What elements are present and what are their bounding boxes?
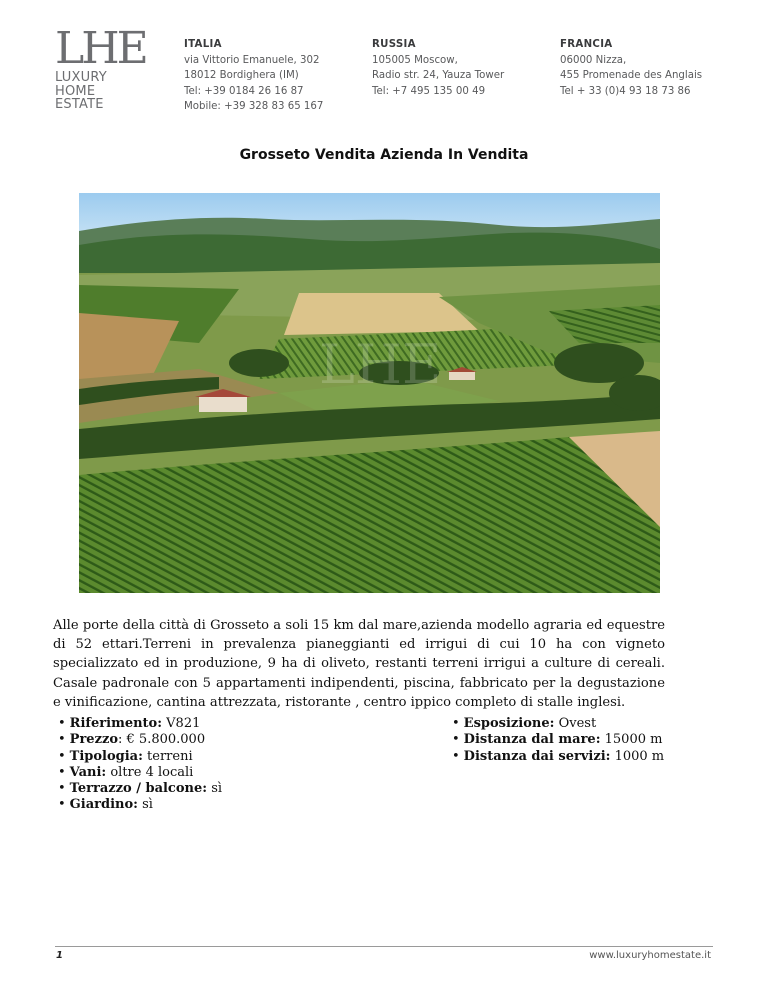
footer-divider bbox=[55, 946, 713, 947]
office-phone: Tel + 33 (0)4 93 18 73 86 bbox=[560, 85, 691, 97]
feature-item bbox=[58, 781, 222, 797]
office-country: RUSSIA bbox=[372, 39, 416, 50]
feature-value: V821 bbox=[166, 716, 201, 731]
feature-item bbox=[452, 749, 664, 765]
page-number: 1 bbox=[56, 950, 63, 961]
feature-label: Prezzo bbox=[69, 732, 119, 748]
feature-label: Terrazzo / balcone: bbox=[69, 781, 208, 797]
feature-item bbox=[58, 732, 222, 748]
features-list-right bbox=[452, 716, 664, 765]
feature-label: Distanza dai servizi: bbox=[463, 748, 611, 764]
office-address-line: 18012 Bordighera (IM) bbox=[184, 70, 299, 82]
office-russia bbox=[372, 37, 504, 99]
feature-value: sì bbox=[142, 797, 153, 813]
photo-watermark: LHE bbox=[319, 333, 442, 396]
office-address-line: via Vittorio Emanuele, 302 bbox=[184, 54, 320, 66]
office-country: ITALIA bbox=[184, 39, 222, 50]
property-photo bbox=[79, 193, 660, 593]
logo-mark: LHE bbox=[55, 23, 146, 74]
listing-description: Alle porte della città di Grosseto a soli 15 km dal mare,azienda modello agraria ed equestre di 52 ettari.Terreni in prevalenza pianeggianti ed irrigui di cui 10 ha con vigneto specializzato ed in produzione, 9 ha di oliveto, restanti terreni irrigui a culture di cereali. Casale padronale con 5 appartamenti indipendenti, piscina, fabbricato per la degustazione e vinificazione, cantina attrezzata, ristorante , centro ippico completo di stalle inglesi. bbox=[53, 618, 665, 710]
feature-label: Vani: bbox=[69, 764, 107, 780]
logo-line-home: HOME bbox=[55, 83, 96, 99]
office-italia bbox=[184, 37, 323, 115]
feature-value: sì bbox=[211, 781, 223, 797]
brand-logo bbox=[55, 23, 146, 117]
website-link[interactable]: www.luxuryhomestate.it bbox=[589, 950, 711, 961]
feature-label: Riferimento: bbox=[69, 716, 163, 731]
office-francia bbox=[560, 37, 702, 99]
feature-label: Esposizione: bbox=[463, 716, 555, 731]
feature-item bbox=[58, 749, 222, 765]
feature-value: 1000 m bbox=[614, 748, 665, 764]
feature-value: oltre 4 locali bbox=[110, 764, 194, 780]
feature-item bbox=[58, 797, 222, 813]
feature-value: terreni bbox=[147, 748, 193, 764]
feature-item bbox=[452, 732, 664, 748]
feature-value: : € 5.800.000 bbox=[118, 732, 206, 748]
office-address-line: 455 Promenade des Anglais bbox=[560, 70, 703, 82]
features-list-left bbox=[58, 716, 222, 814]
feature-label: Tipologia: bbox=[69, 748, 143, 764]
office-phone: Tel: +39 0184 26 16 87 bbox=[184, 85, 304, 97]
listing-title: Grosseto Vendita Azienda In Vendita bbox=[239, 147, 529, 163]
office-mobile: Mobile: +39 328 83 65 167 bbox=[184, 101, 324, 113]
feature-item bbox=[58, 765, 222, 781]
feature-label: Distanza dal mare: bbox=[463, 732, 601, 748]
feature-label: Giardino: bbox=[69, 797, 138, 813]
aerial-landscape-image bbox=[79, 193, 660, 593]
feature-item bbox=[58, 716, 222, 732]
feature-value: 15000 m bbox=[604, 732, 663, 748]
office-address-line: Radio str. 24, Yauza Tower bbox=[372, 70, 505, 82]
feature-item bbox=[452, 716, 664, 732]
office-country: FRANCIA bbox=[560, 39, 613, 50]
feature-value: Ovest bbox=[558, 716, 597, 731]
office-address-line: 06000 Nizza, bbox=[560, 54, 627, 66]
logo-line-estate: ESTATE bbox=[55, 97, 104, 112]
office-phone: Tel: +7 495 135 00 49 bbox=[372, 85, 486, 97]
logo-line-luxury: LUXURY bbox=[55, 70, 107, 85]
office-address-line: 105005 Moscow, bbox=[372, 54, 458, 66]
